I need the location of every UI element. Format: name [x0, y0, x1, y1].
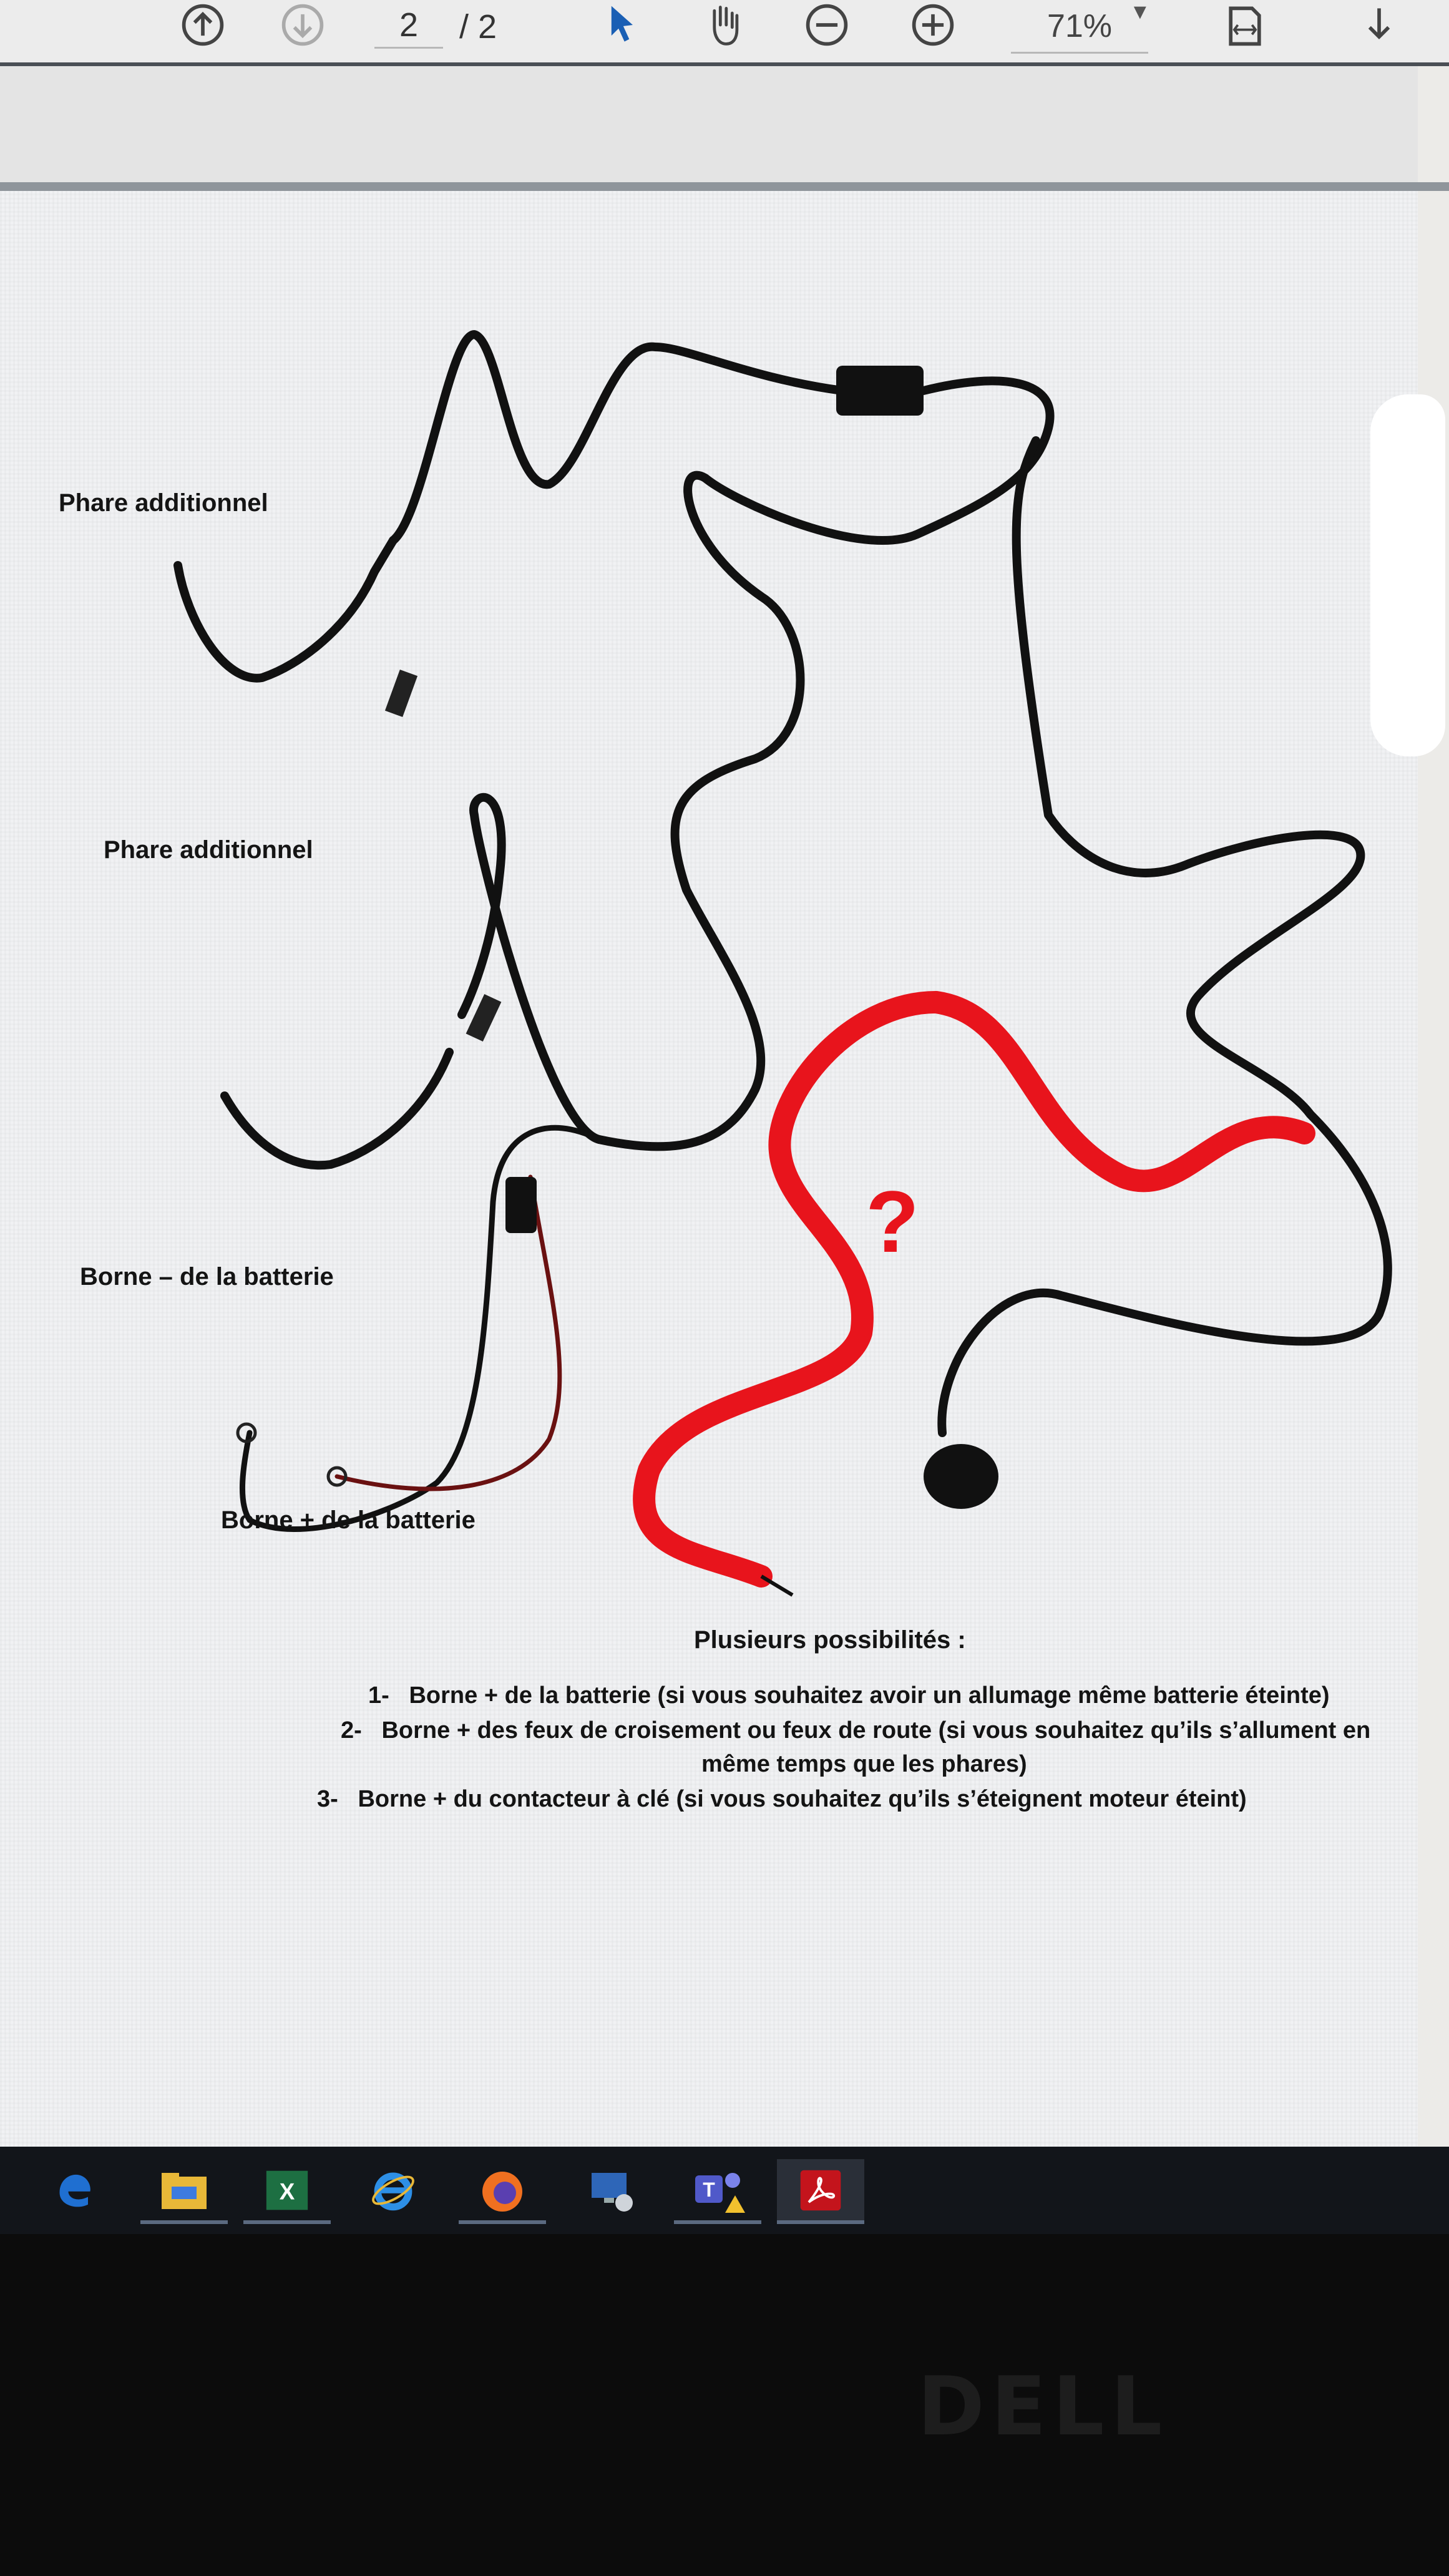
zoom-level-select[interactable]: 71% — [1011, 0, 1148, 54]
svg-text:X: X — [279, 2178, 295, 2205]
step-1: 1- Borne + de la batterie (si vous souhaitez avoir un allumage même batterie éteinte) — [368, 1682, 1330, 1709]
remote-desktop-icon[interactable] — [568, 2159, 655, 2222]
pdf-toolbar — [0, 0, 1449, 66]
page-navigation — [374, 0, 505, 54]
page-edge — [0, 182, 1449, 191]
next-page-icon[interactable] — [275, 0, 331, 50]
excel-icon[interactable] — [243, 2159, 331, 2222]
internet-explorer-icon[interactable] — [349, 2159, 437, 2222]
step-2-continued: même temps que les phares) — [701, 1751, 1027, 1777]
label-battery-negative: Borne – de la batterie — [80, 1263, 334, 1290]
question-mark: ? — [866, 1173, 919, 1271]
svg-text:T: T — [703, 2178, 715, 2201]
viewer-margin — [1418, 66, 1449, 2157]
download-icon[interactable] — [1351, 0, 1407, 50]
monitor-logo: DELL — [917, 2359, 1169, 2454]
wire — [242, 1128, 599, 1529]
label-headlight-2: Phare additionnel — [104, 836, 313, 864]
pdf-page — [0, 191, 1418, 2157]
fuse-holder — [505, 1177, 537, 1233]
step-3: 3- Borne + du contacteur à clé (si vous souhaitez qu’ils s’éteignent moteur éteint) — [317, 1786, 1247, 1812]
zoom-in-icon[interactable] — [905, 0, 961, 50]
select-cursor-icon[interactable] — [593, 0, 649, 50]
chevron-down-icon[interactable]: ▼ — [1129, 0, 1151, 24]
relay — [836, 366, 924, 416]
edge-icon[interactable] — [31, 2159, 119, 2222]
teams-icon[interactable] — [674, 2159, 761, 2222]
prev-page-icon[interactable] — [175, 0, 231, 50]
acrobat-icon[interactable] — [777, 2159, 864, 2222]
step-2: 2- Borne + des feux de croisement ou feux de route (si vous souhaitez qu’ils s’allument en — [341, 1717, 1371, 1744]
fit-page-icon[interactable] — [1217, 0, 1273, 50]
label-battery-positive: Borne + de la batterie — [221, 1506, 476, 1534]
wire — [942, 441, 1388, 1433]
wiring-harness-photo — [0, 191, 1418, 1813]
wire — [393, 334, 842, 540]
viewer-background — [0, 66, 1449, 191]
zoom-out-icon[interactable] — [799, 0, 855, 50]
file-explorer-icon[interactable] — [140, 2159, 228, 2222]
white-mark — [1370, 394, 1445, 756]
switch — [924, 1444, 998, 1509]
wire — [225, 1052, 449, 1165]
firefox-icon[interactable] — [459, 2159, 546, 2222]
wire — [178, 540, 393, 678]
page-total: / 2 — [459, 8, 497, 46]
instructions-title: Plusieurs possibilités : — [694, 1626, 966, 1654]
wire — [462, 798, 599, 1139]
label-headlight-1: Phare additionnel — [59, 489, 268, 517]
connector — [385, 670, 417, 717]
monitor-bezel — [0, 2234, 1449, 2576]
hand-tool-icon[interactable] — [696, 0, 752, 50]
taskbar — [0, 2147, 1449, 2234]
page-number-input[interactable]: 2 — [374, 6, 443, 49]
